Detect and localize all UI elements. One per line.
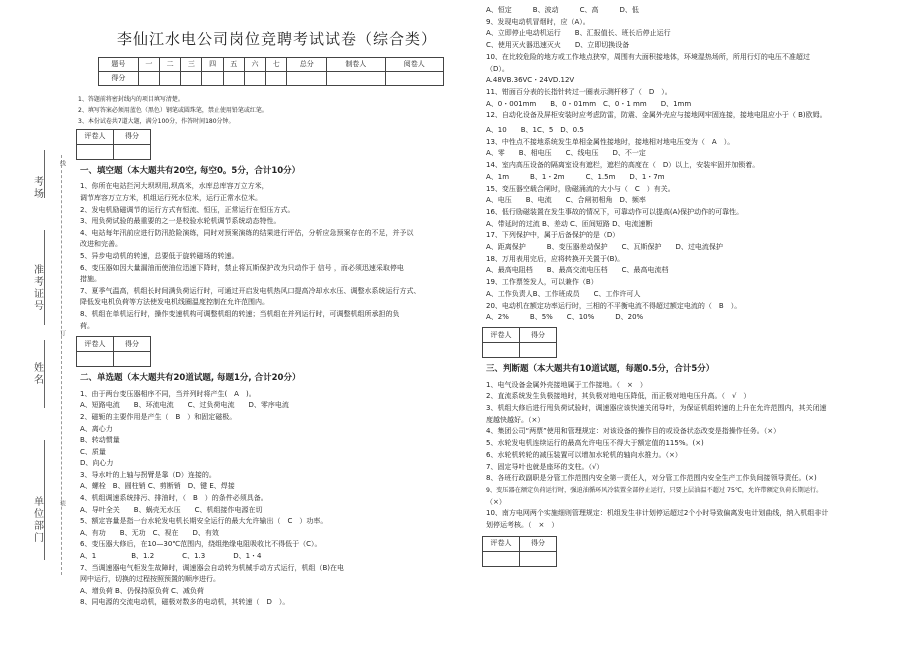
question-line: 4、电站每年汛前应进行防汛抢险演练，同时对预案演练的结果进行评估，分析应急预案存在的不足，并予以 — [80, 228, 414, 237]
question-line: 8、各班行政副职是分管工作范围内安全第一责任人，对分管工作范围内安全生产工作负间接领导责任。(×) — [486, 474, 817, 483]
question-line: 1、由于两台变压器相序不同，当并列时将产生( A )。 — [80, 389, 256, 398]
grader-label: 评卷人 — [77, 129, 114, 144]
grader-input[interactable] — [483, 342, 520, 357]
score-col-total: 总分 — [287, 57, 327, 71]
score-col-1: 一 — [138, 57, 159, 71]
question-line: 3、导水叶的上轴与拐臂是靠（D）连接的。 — [80, 470, 216, 479]
question-line: A、恒定 B、波动 C、高 D、低 — [486, 6, 639, 14]
question-line: 3、机组大修后进行甩负荷试验时，调速器应该快速关闭导叶，为保证机组转速的上升在允许范围内，其关闭速 — [486, 404, 827, 413]
score-cell[interactable] — [385, 71, 444, 85]
score-label: 得分 — [520, 327, 557, 342]
score-cell[interactable] — [138, 71, 159, 85]
score-cell[interactable] — [287, 71, 327, 85]
score-header-row — [99, 57, 444, 71]
score-cell[interactable] — [266, 71, 287, 85]
question-line: 4、机组调速系统排污、排油时，（ B ）的条件必须具备。 — [80, 494, 268, 503]
score-label: 得分 — [114, 337, 151, 352]
question-line: 2、磁轭的主要作用是产生（ B ）和固定磁极。 — [80, 412, 237, 421]
question-line: 17、下列保护中，属于后备保护的是（D） — [486, 231, 620, 240]
question-line: A、增负荷 B、仍保持原负荷 C、减负荷 — [80, 586, 204, 595]
question-line: D、向心力 — [80, 459, 114, 468]
question-line: A、导叶全关 B、蜗壳无水压 C、机组接作电源在切 — [80, 505, 263, 514]
question-line: 调节库容万立方米，机组运行死水位米，运行正常水位米。 — [80, 193, 262, 202]
question-line: 10、南方电网两个实施细则管理规定：机组发生非计划停运超过2个小时导致偏离发电计划曲线，纳入机组非计 — [486, 509, 829, 518]
question-line: B、转动惯量 — [80, 436, 120, 445]
fill-questions — [76, 181, 478, 332]
score-table — [98, 57, 444, 86]
question-line: 13、中性点不接地系统发生单相金属性接地时，接地相对地电压变为（ A ）。 — [486, 137, 735, 146]
score-col-2: 二 — [160, 57, 181, 71]
question-line: 划停运考核。（ × ） — [486, 521, 559, 530]
question-line: A、离心力 — [80, 424, 113, 433]
grader-box-1 — [76, 129, 151, 160]
score-cell[interactable] — [327, 71, 385, 85]
score-input[interactable] — [520, 342, 557, 357]
question-line: 荷。 — [80, 321, 94, 330]
question-line: A.48VB.36VC・24VD.12V — [486, 76, 575, 85]
question-line: 10、在比较危险的地方或工作地点狭窄，周围有大面积接地体，环境湿热场所，所用行灯的电压不准超过 — [486, 52, 810, 61]
mark-line: 线 — [58, 160, 66, 166]
score-col-6: 六 — [244, 57, 265, 71]
question-line: 16、低行励磁装置在发生事故的情况下，可靠动作可以提高(A)保护动作的可靠性。 — [486, 207, 744, 216]
question-line: A、10 B、1C、5 D、0.5 — [486, 126, 584, 135]
question-line: A、短路电流 B、环流电流 C、过负荷电流 D、零序电流 — [80, 401, 289, 410]
score-label: 得分 — [520, 536, 557, 551]
question-line: A、工作负责人B、工作班成员 C、工作许可人 — [486, 289, 641, 298]
question-line: 15、变压器空载合闸时，励磁涌流的大小与（ C ）有关。 — [486, 184, 675, 193]
left-column — [76, 24, 478, 609]
question-line: 6、变压器如因大量漏油而使油位迅速下降时，禁止将瓦斯保护改为只动作于 信号 ，而必须迅速采取停电 — [80, 263, 404, 272]
question-line: 网中运行，切换的过程按照预置的顺序进行。 — [80, 575, 220, 584]
question-line: A、2% B、5% C、10% D、20% — [486, 313, 644, 322]
section-title-single: 二、单选题（本大题共有20道试题, 每题1分, 合计20分） — [80, 373, 301, 384]
grader-label: 评卷人 — [483, 327, 520, 342]
score-cell[interactable] — [160, 71, 181, 85]
score-col-label: 题号 — [99, 57, 139, 71]
question-line: 9、发现电动机冒烟时，应（A）。 — [486, 17, 590, 26]
department-field[interactable] — [44, 440, 45, 560]
grader-input[interactable] — [483, 551, 520, 566]
question-line: A、螺栓 B、圆柱销 C、剪断销 D、键 E、焊接 — [80, 482, 235, 491]
score-col-reviewer: 阅卷人 — [385, 57, 444, 71]
score-cell[interactable] — [202, 71, 223, 85]
score-label: 得分 — [114, 129, 151, 144]
right-column — [482, 5, 914, 567]
question-line: 5、异步电动机的转速，总要低于旋转磁场的转速。 — [80, 251, 239, 260]
score-col-maker: 制卷人 — [327, 57, 385, 71]
question-line: 3、甩负荷试验的最重要的之一是校验水轮机调节系统动态特性。 — [80, 217, 281, 226]
score-input[interactable] — [114, 352, 151, 367]
question-line: A、距离保护 B、变压器差动保护 C、瓦斯保护 D、过电流保护 — [486, 243, 723, 252]
question-line: 9、变压器在额定负荷运行时，强迫油循环风冷装置全部停止运行，只要上层油温不超过 75℃，允许带额定负荷长期运行。 — [486, 486, 823, 494]
grader-input[interactable] — [77, 352, 114, 367]
question-line: 14、室内高压设备的隔离室设有遮栏，遮栏的高度在（ D）以上，安装牢固并加锁着。 — [486, 161, 760, 170]
instruction-item: 3、本份试卷共7道大题，满分100分，作答时间180分钟。 — [78, 117, 235, 125]
score-cell[interactable] — [244, 71, 265, 85]
binding-strip — [0, 0, 74, 651]
grader-label: 评卷人 — [77, 337, 114, 352]
question-line: A、立即停止电动机运行 B、汇报值长、班长后停止运行 — [486, 29, 671, 38]
mark-bind: 订 — [58, 330, 66, 336]
score-col-7: 七 — [266, 57, 287, 71]
question-line: 4、集团公司“两票”使用和管理规定：对该设备的操作目的或设备状态改变是指操作任务。（×） — [486, 427, 781, 436]
score-value-row — [99, 71, 444, 85]
question-line: 12、自动化设备及屏柜安装时应考虑防雷，防震、金属外壳应与接地网牢固连接，接地电阻应小于（ B)欧姆。 — [486, 111, 827, 120]
question-line: 措施。 — [80, 275, 101, 284]
label-name: 姓名 — [31, 362, 43, 386]
grader-box-4 — [482, 536, 557, 567]
question-line: A、0・001mm B、0・01mm C、0・1 mm D、1mm — [486, 99, 692, 108]
instructions — [78, 94, 478, 127]
question-line: 19、工作票签发人，可以兼作（B） — [486, 278, 598, 287]
ticket-number-field[interactable] — [44, 230, 45, 325]
question-line: A、1m B、1・2m C、1.5m D、1・7m — [486, 172, 665, 181]
score-col-3: 三 — [181, 57, 202, 71]
question-line: 5、水轮发电机连续运行的最高允许电压不得大于额定值的115%。(×) — [486, 439, 704, 448]
mark-pack: 装 — [58, 500, 66, 506]
question-line: 5、额定容量是指一台水轮发电机长期安全运行的最大允许输出（ C ）功率。 — [80, 517, 328, 526]
score-cell: 得分 — [99, 71, 139, 85]
question-line: 6、水轮机转轮的减压装置可以增加水轮机的轴向水推力。（×） — [486, 450, 682, 459]
question-line: 20、电动机在额定功率运行时，三相的不平衡电流不得超过额定电流的（ B ）。 — [486, 301, 742, 310]
score-input[interactable] — [114, 144, 151, 159]
score-col-5: 五 — [223, 57, 244, 71]
question-line: 6、变压器大修后，在10—30℃范围内，绕组绝缘电阻吸收比不得低于（C）。 — [80, 540, 322, 549]
question-line: A、最高电阻档 B、最高交流电压档 C、最高电流档 — [486, 266, 669, 275]
question-line: 1、电气设备金属外壳接地属于工作接地。（ × ） — [486, 380, 647, 389]
question-line: 1、你所在电站拦河大坝坝用,坝高米，水库总库容万立方米， — [80, 182, 269, 191]
question-line: C、使用灭火器迅速灭火 D、立即切换设备 — [486, 41, 630, 50]
question-line: 7、夏季气温高，机组长时间满负荷运行时，可通过开启发电机热风口提高冷却水水压、调整水系统运行方式、 — [80, 286, 421, 295]
label-exam-room: 考场 — [31, 176, 43, 200]
question-line: （×） — [486, 497, 506, 506]
exam-room-field[interactable] — [44, 150, 45, 198]
question-line: 8、机组在单机运行时，操作变速机构可调整机组的转速；当机组在并列运行时，可调整机组所承担的负 — [80, 309, 400, 318]
score-input[interactable] — [520, 551, 557, 566]
question-line: 11、钳面百分表的长指针转过一圈表示测杆移了（ D ）。 — [486, 87, 672, 96]
question-line: A、1 B、1.2 C、1.3 D、1・4 — [80, 552, 262, 561]
grader-box-3 — [482, 327, 557, 358]
question-line: A、带延时的过流 B、差动 C、匝间短路 D、电流速断 — [486, 219, 653, 228]
instruction-item: 1、答题前将密封线内的项目填写清楚。 — [78, 95, 184, 103]
section-title-fill: 一、填空题（本大题共有20空, 每空0。5分，合计10分） — [80, 165, 301, 176]
question-line: 2、直流系统发生负极接地时，其负极对地电压降低，而正极对地电压升高。（ √ ） — [486, 392, 751, 401]
question-line: 18、万用表用完后，应将转换开关置于(B)。 — [486, 254, 625, 263]
grader-label: 评卷人 — [483, 536, 520, 551]
question-line: 改进和完善。 — [80, 240, 122, 249]
question-line: C、质量 — [80, 447, 106, 456]
judge-questions — [482, 380, 914, 532]
question-line: 7、固定导叶也就是座环的支柱。（√） — [486, 462, 604, 471]
exam-title: 李仙江水电公司岗位竞聘考试试卷（综合类） — [116, 30, 437, 48]
question-line: A、有功 B、无功 C、视在 D、有效 — [80, 528, 219, 537]
question-line: 降低发电机负荷等方法使发电机线圈温度控制在允许范围内。 — [80, 298, 269, 307]
section-title-judge: 三、判断题（本大题共有10道试题，每题0.5分，合计5分） — [486, 363, 715, 374]
question-line: 7、当调速器电气柜发生故障时，调速器会自动转为机械手动方式运行，机组（B)在电 — [80, 563, 344, 572]
grader-box-2 — [76, 336, 151, 367]
label-department: 单位部门 — [31, 496, 43, 544]
question-line: A、电压 B、电流 C、合闸初相角 D、频率 — [486, 196, 646, 205]
question-line: （D）。 — [486, 64, 509, 73]
seal-line — [61, 155, 62, 575]
question-line: 2、发电机励磁调节的运行方式有恒流、恒压，正常运行在恒压方式。 — [80, 205, 295, 214]
single-questions-right — [482, 5, 914, 324]
instruction-item: 2、填写答案必须用蓝色（黑色）钢笔或圆珠笔，禁止使用铅笔或红笔。 — [78, 106, 268, 114]
question-line: 度越快越好。（×） — [486, 415, 545, 424]
score-col-4: 四 — [202, 57, 223, 71]
question-line: A、零 B、相电压 C、线电压 D、不一定 — [486, 149, 646, 158]
label-ticket-number: 准考证号 — [31, 264, 43, 312]
score-cell[interactable] — [223, 71, 244, 85]
single-questions-left — [76, 389, 478, 609]
score-cell[interactable] — [181, 71, 202, 85]
grader-input[interactable] — [77, 144, 114, 159]
name-field[interactable] — [44, 340, 45, 408]
question-line: 8、同电源的交流电动机，磁极对数多的电动机，其转速（ D ）。 — [80, 598, 290, 607]
